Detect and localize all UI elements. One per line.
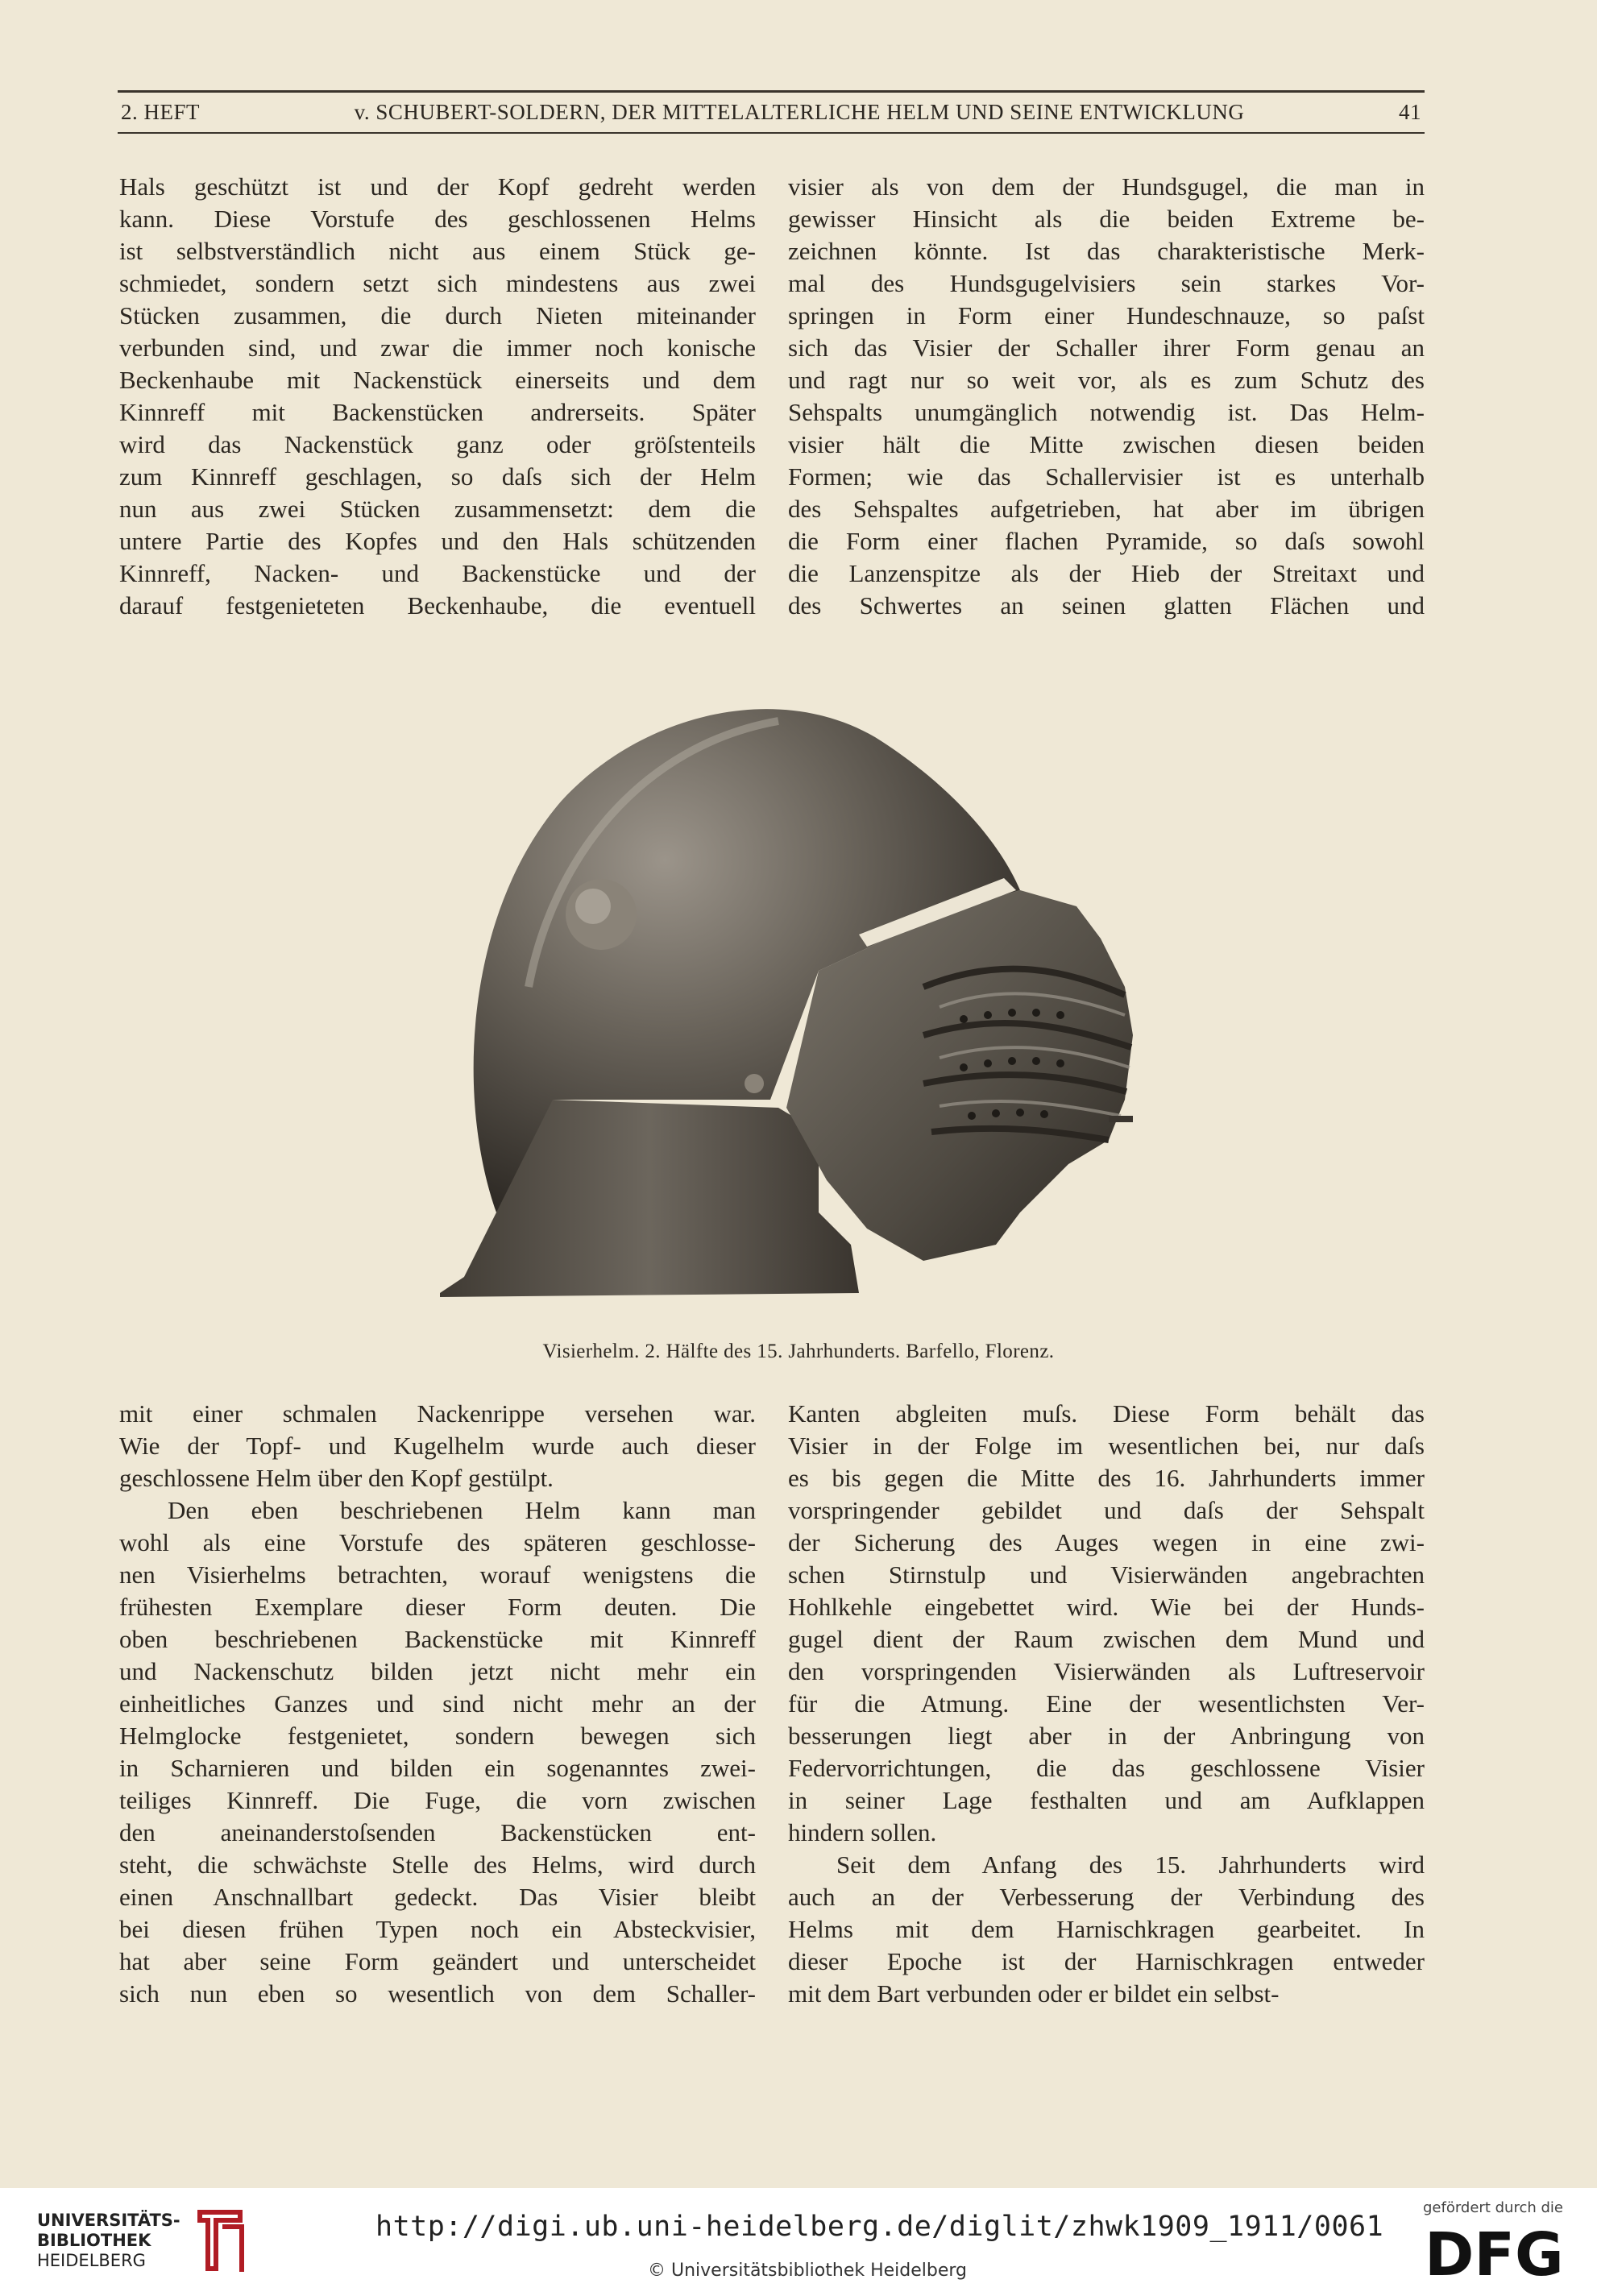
text-line: wohl als eine Vorstufe des späteren geschlosse- (119, 1528, 756, 1556)
helmet-photograph (440, 649, 1157, 1313)
text-line: einheitliches Ganzes und sind nicht mehr an der (119, 1689, 756, 1718)
copyright-notice: © Universitätsbibliothek Heidelberg (648, 2261, 968, 2281)
text-column-top-right (788, 171, 1425, 622)
library-name-line1: UNIVERSITÄTS- (37, 2210, 180, 2230)
figure-caption: Visierhelm. 2. Hälfte des 15. Jahrhunderts. Barfello, Florenz. (542, 1341, 1055, 1362)
text-line: einen Anschnallbart gedeckt. Das Visier bleibt (119, 1883, 756, 1911)
text-line: steht, die schwächste Stelle des Helms, wird durch (119, 1850, 756, 1879)
text-line: den aneinanderstoſsenden Backenstücken ent- (119, 1818, 756, 1846)
text-line: springen in Form einer Hundeschnauze, so paſst (788, 301, 1425, 329)
text-line: geschlossene Helm über den Kopf gestülpt. (119, 1464, 554, 1492)
text-line: untere Partie des Kopfes und den Hals schützenden (119, 527, 756, 555)
text-line: sich nun eben so wesentlich von dem Schaller- (119, 1979, 756, 2008)
library-name-line3: HEIDELBERG (37, 2250, 146, 2270)
text-line: Stücken zusammen, die durch Nieten miteinander (119, 301, 756, 329)
running-title: v. SCHUBERT-SOLDERN, DER MITTELALTERLICHE HELM UND SEINE ENTWICKLUNG (354, 100, 1245, 124)
issue-label: 2. HEFT (121, 100, 200, 124)
text-column-top-left (119, 171, 756, 622)
text-line: schen Stirnstulp und Visierwänden angebrachten (788, 1560, 1425, 1589)
text-line: nen Visierhelms betrachten, worauf wenigstens die (119, 1560, 756, 1589)
page-number: 41 (1399, 100, 1421, 124)
text-line: vorspringender gebildet und daſs der Sehspalt (788, 1496, 1425, 1524)
text-column-bottom-right (788, 1398, 1425, 2010)
text-line: dieser Epoche ist der Harnischkragen entweder (788, 1947, 1425, 1975)
text-line: Seit dem Anfang des 15. Jahrhunderts wird (836, 1850, 1425, 1879)
digitization-footer (0, 2188, 1597, 2296)
text-line: Wie der Topf- und Kugelhelm wurde auch dieser (119, 1432, 756, 1460)
text-line: in seiner Lage festhalten und am Aufklappen (788, 1786, 1425, 1814)
text-line: besserungen liegt aber in der Anbringung von (788, 1722, 1425, 1750)
text-line: Helms mit dem Harnischkragen gearbeitet. In (788, 1915, 1425, 1943)
text-line: Helmglocke festgenietet, sondern bewegen sich (119, 1722, 756, 1750)
text-line: teiliges Kinnreff. Die Fuge, die vorn zwischen (119, 1786, 756, 1814)
text-line: die Lanzenspitze als der Hieb der Streitaxt und (788, 559, 1425, 587)
funding-note: gefördert durch die (1423, 2199, 1563, 2216)
text-line: es bis gegen die Mitte des 16. Jahrhunderts immer (788, 1464, 1425, 1492)
text-line: Federvorrichtungen, die das geschlossene Visier (788, 1754, 1425, 1782)
library-logo (37, 2204, 250, 2277)
text-line: frühesten Exemplare dieser Form deuten. Die (119, 1593, 756, 1621)
source-url-link[interactable]: http://digi.ub.uni-heidelberg.de/diglit/zhwk1909_1911/0061 (375, 2211, 1384, 2243)
text-line: Hohlkehle eingebettet wird. Wie bei der Hunds- (788, 1593, 1425, 1621)
running-header (118, 90, 1425, 134)
text-line: in Scharnieren und bilden ein sogenanntes zwei- (119, 1754, 756, 1782)
library-name-line2: BIBLIOTHEK (37, 2230, 151, 2250)
text-line: kann. Diese Vorstufe des geschlossenen Helms (119, 205, 756, 233)
text-line: des Sehspaltes aufgetrieben, hat aber im übrigen (788, 495, 1425, 523)
text-line: den vorspringenden Visierwänden als Luftreservoir (788, 1657, 1425, 1685)
text-line: auch an der Verbesserung der Verbindung des (788, 1883, 1425, 1911)
text-line: mal des Hundsgugelvisiers sein starkes Vor- (788, 269, 1425, 297)
text-line: schmiedet, sondern setzt sich mindestens aus zwei (119, 269, 756, 297)
library-emblem-icon (192, 2204, 250, 2277)
text-line: die Form einer flachen Pyramide, so daſs sowohl (788, 527, 1425, 555)
text-line: gugel dient der Raum zwischen dem Mund und (788, 1625, 1425, 1653)
text-line: visier als von dem der Hundsgugel, die man in (788, 172, 1425, 201)
text-line: mit einer schmalen Nackenrippe versehen war. (119, 1399, 756, 1428)
text-line: visier hält die Mitte zwischen diesen beiden (788, 430, 1425, 458)
dfg-logo (1425, 2220, 1578, 2285)
text-line: gewisser Hinsicht als die beiden Extreme be- (788, 205, 1425, 233)
text-line: ist selbstverständlich nicht aus einem Stück ge- (119, 237, 756, 265)
text-line: und ragt nur so weit vor, als es zum Schutz des (788, 366, 1425, 394)
text-line: Hals geschützt ist und der Kopf gedreht werden (119, 172, 756, 201)
text-line: darauf festgenieteten Beckenhaube, die eventuell (119, 591, 756, 620)
text-line: Sehspalts unumgänglich notwendig ist. Das Helm- (788, 398, 1425, 426)
text-line: Den eben beschriebenen Helm kann man (168, 1496, 756, 1524)
text-line: Kinnreff mit Backenstücken andrerseits. Später (119, 398, 756, 426)
dfg-logo-text: DFG (1425, 2220, 1564, 2285)
text-column-bottom-left (119, 1398, 756, 2010)
text-line: Formen; wie das Schallervisier ist es unterhalb (788, 462, 1425, 491)
text-line: Kanten abgleiten muſs. Diese Form behält das (788, 1399, 1425, 1428)
text-line: Beckenhaube mit Nackenstück einerseits und dem (119, 366, 756, 394)
text-line: Visier in der Folge im wesentlichen bei, nur daſs (788, 1432, 1425, 1460)
text-line: bei diesen frühen Typen noch ein Absteckvisier, (119, 1915, 756, 1943)
text-line: sich das Visier der Schaller ihrer Form genau an (788, 334, 1425, 362)
text-line: oben beschriebenen Backenstücke mit Kinnreff (119, 1625, 756, 1653)
text-line: und Nackenschutz bilden jetzt nicht mehr ein (119, 1657, 756, 1685)
text-line: für die Atmung. Eine der wesentlichsten Ver- (788, 1689, 1425, 1718)
text-line: der Sicherung des Auges wegen in eine zwi- (788, 1528, 1425, 1556)
text-line: des Schwertes an seinen glatten Flächen und (788, 591, 1425, 620)
text-line: hindern sollen. (788, 1818, 937, 1846)
text-line: hat aber seine Form geändert und unterscheidet (119, 1947, 756, 1975)
text-line: Kinnreff, Nacken- und Backenstücke und der (119, 559, 756, 587)
text-line: nun aus zwei Stücken zusammensetzt: dem die (119, 495, 756, 523)
text-line: zum Kinnreff geschlagen, so daſs sich der Helm (119, 462, 756, 491)
text-line: wird das Nackenstück ganz oder gröſstenteils (119, 430, 756, 458)
text-line: mit dem Bart verbunden oder er bildet ein selbst- (788, 1979, 1280, 2008)
text-line: zeichnen könnte. Ist das charakteristische Merk- (788, 237, 1425, 265)
text-line: verbunden sind, und zwar die immer noch konische (119, 334, 756, 362)
